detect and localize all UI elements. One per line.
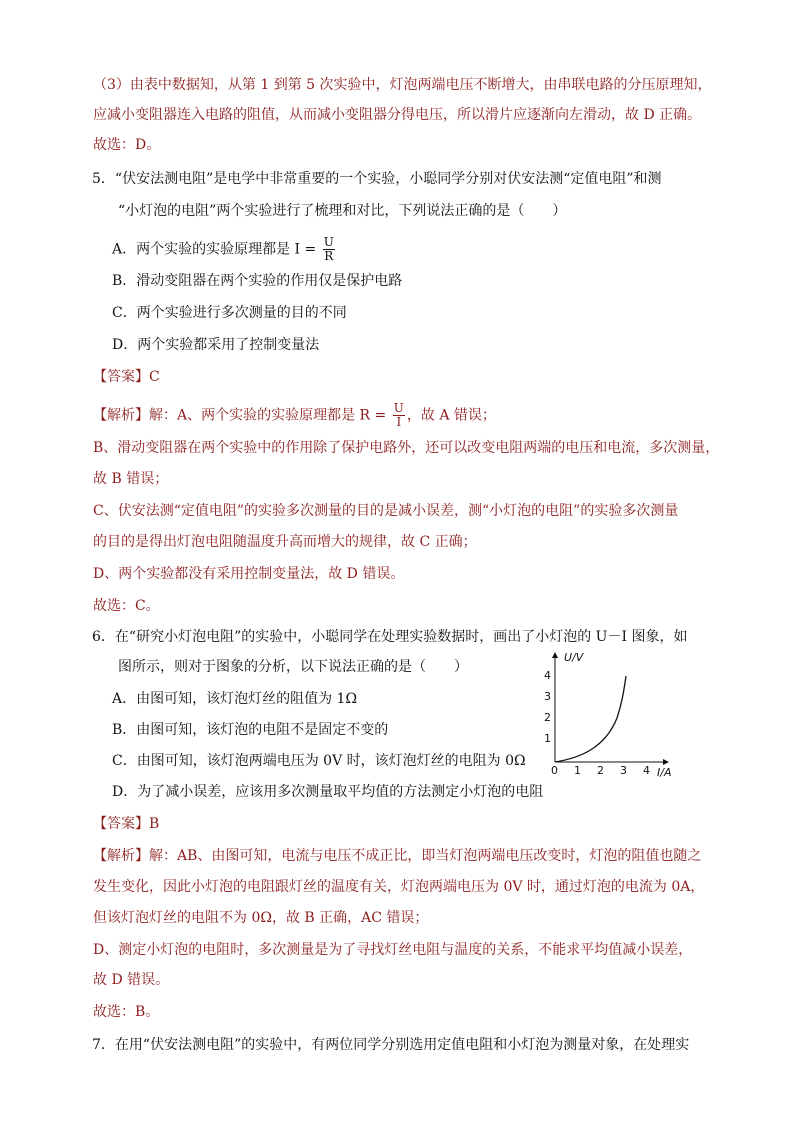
y-tick-label: 3 — [544, 690, 551, 703]
x-tick-label: 3 — [620, 764, 627, 777]
graph-origin: 0 — [551, 764, 558, 777]
q5-choice: 故选：C。 — [93, 598, 160, 614]
y-tick-label: 1 — [544, 732, 551, 745]
q5-option-a-fraction — [323, 236, 335, 263]
q5-stem-2: “小灯泡的电阻”两个实验进行了梳理和对比，下列说法正确的是（ ） — [118, 203, 567, 219]
q7-stem-1: 7．在用“伏安法测电阻”的实验中，有两位同学分别选用定值电阻和小灯泡为测量对象，在处理实 — [92, 1037, 690, 1053]
x-tick-label: 2 — [597, 764, 604, 777]
x-tick-label: 1 — [574, 764, 581, 777]
q6-option-d: D．为了减小误差，应该用多次测量取平均值的方法测定小灯泡的电阻 — [112, 784, 544, 800]
q5-analysis-d: D、两个实验都没有采用控制变量法，故 D 错误。 — [93, 566, 405, 582]
y-axis-arrow-icon — [552, 652, 558, 658]
q5-stem-1: 5．“伏安法测电阻”是电学中非常重要的一个实验，小聪同学分别对伏安法测“定值电阻”和测 — [92, 171, 662, 187]
q6-analysis-1-text: 解：AB、由图可知，电流与电压不成正比，即当灯泡两端电压改变时，灯泡的阻值也随之 — [149, 848, 702, 864]
q5-analysis-fraction — [393, 402, 405, 429]
q6-choice: 故选：B。 — [93, 1004, 160, 1020]
p3-line-2: 应减小变阻器连入电路的阻值，从而减小变阻器分得电压，所以滑片应逐渐向左滑动，故 D 正确。 — [93, 107, 702, 123]
p3-choice: 故选：D。 — [93, 137, 161, 153]
x-axis-label: I/A — [657, 766, 672, 779]
q6-analysis-1 — [93, 846, 701, 866]
x-axis-arrow-icon — [663, 759, 669, 765]
y-tick-label: 4 — [544, 669, 551, 682]
q5-option-c: C．两个实验进行多次测量的目的不同 — [112, 305, 347, 321]
q6-analysis-3: 但该灯泡灯丝的电阻不为 0Ω，故 B 正确，AC 错误； — [93, 910, 429, 926]
q5-analysis-a — [93, 402, 496, 429]
y-axis-label: U/V — [564, 651, 584, 664]
q5-analysis-b-2: 故 B 错误； — [93, 471, 169, 487]
q6-answer: 【答案】B — [93, 816, 160, 832]
x-tick-label: 4 — [643, 764, 650, 777]
q6-analysis-label: 【解析】 — [93, 848, 149, 864]
fraction-denominator: I — [396, 415, 402, 429]
fraction-denominator: R — [324, 249, 334, 263]
q5-analysis-a-text: 解：A、两个实验的实验原理都是 R = — [149, 407, 387, 424]
q6-analysis-2: 发生变化，因此小灯泡的电阻跟灯丝的温度有关，灯泡两端电压为 0V 时，通过灯泡的电流为 0A， — [93, 879, 705, 895]
q5-option-b: B．滑动变阻器在两个实验的作用仅是保护电路 — [112, 273, 403, 289]
q5-option-d: D．两个实验都采用了控制变量法 — [112, 337, 320, 353]
q6-option-a: A．由图可知，该灯泡灯丝的阻值为 1Ω — [112, 691, 358, 707]
q6-analysis-4: D、测定小灯泡的电阻时，多次测量是为了寻找灯丝电阻与温度的关系，不能求平均值减小误差， — [93, 942, 693, 958]
q5-analysis-a-suffix: ，故 A 错误； — [406, 407, 496, 424]
q5-analysis-b-1: B、滑动变阻器在两个实验中的作用除了保护电路外，还可以改变电阻两端的电压和电流，多次测量， — [93, 440, 720, 456]
q5-option-a — [112, 236, 337, 263]
p3-line-1: （3）由表中数据知，从第 1 到第 5 次实验中，灯泡两端电压不断增大，由串联电路的分压原理知， — [93, 77, 712, 93]
q6-stem-1: 6．在“研究小灯泡电阻”的实验中，小聪同学在处理实验数据时，画出了小灯泡的 U－I 图象，如 — [92, 629, 688, 645]
q6-option-b: B．由图可知，该灯泡的电阻不是固定不变的 — [112, 722, 389, 738]
q6-stem-2: 图所示，则对于图象的分析，以下说法正确的是（ ） — [118, 659, 468, 675]
q5-option-a-text: A．两个实验的实验原理都是 I = — [112, 241, 317, 258]
q6-option-c: C．由图可知，该灯泡两端电压为 0V 时，该灯泡灯丝的电阻为 0Ω — [112, 753, 526, 769]
fraction-numerator: U — [393, 401, 404, 415]
y-tick-label: 2 — [544, 711, 551, 724]
q5-answer: 【答案】C — [93, 369, 160, 385]
u-i-curve — [555, 676, 626, 762]
q6-analysis-5: 故 D 错误。 — [93, 972, 170, 988]
fraction-numerator: U — [323, 235, 334, 249]
q6-ui-graph — [535, 648, 685, 784]
q5-analysis-c-1: C、伏安法测“定值电阻”的实验多次测量的目的是减小误差，测“小灯泡的电阻”的实验多次测量 — [93, 503, 679, 519]
q5-analysis-label: 【解析】 — [93, 407, 149, 424]
q5-analysis-c-2: 的目的是得出灯泡电阻随温度升高而增大的规律，故 C 正确； — [93, 534, 477, 550]
